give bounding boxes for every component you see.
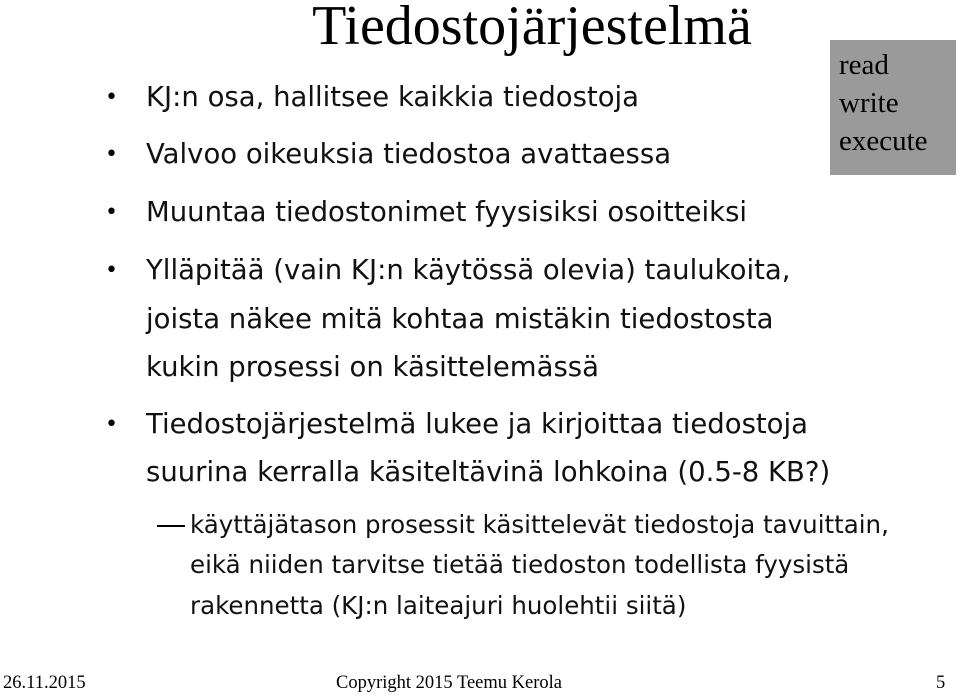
permission-read: read bbox=[839, 49, 889, 81]
bullet-icon: • bbox=[105, 412, 118, 437]
bullet-icon: • bbox=[105, 258, 118, 283]
bullet-5-line-2: suurina kerralla käsiteltävinä lohkoina (0.5-8 KB?) bbox=[146, 456, 831, 488]
bullet-1-line-1: KJ:n osa, hallitsee kaikkia tiedostoja bbox=[146, 81, 640, 113]
bullet-2-line-1: Valvoo oikeuksia tiedostoa avattaessa bbox=[146, 138, 672, 170]
bullet-3-line-1: Muuntaa tiedostonimet fyysisiksi osoitteiksi bbox=[146, 196, 748, 228]
footer-date: 26.11.2015 bbox=[3, 673, 86, 693]
permission-write: write bbox=[839, 87, 899, 119]
bullet-4-line-1: Ylläpitää (vain KJ:n käytössä olevia) taulukoita, bbox=[146, 254, 791, 286]
permissions-box bbox=[830, 40, 956, 175]
bullet-5-line-1: Tiedostojärjestelmä lukee ja kirjoittaa tiedostoja bbox=[146, 408, 809, 440]
bullet-icon: • bbox=[105, 200, 118, 225]
sub-bullet-line-1: käyttäjätason prosessit käsittelevät tiedostoja tavuittain, bbox=[190, 510, 889, 539]
footer-page-number: 5 bbox=[936, 673, 946, 693]
slide-title: Tiedostojärjestelmä bbox=[312, 0, 752, 57]
sub-bullet-dash-icon bbox=[157, 525, 185, 527]
sub-bullet-line-3: rakennetta (KJ:n laiteajuri huolehtii siitä) bbox=[190, 591, 687, 620]
footer-copyright: Copyright 2015 Teemu Kerola bbox=[336, 673, 562, 693]
permission-execute: execute bbox=[839, 125, 928, 157]
sub-bullet-line-2: eikä niiden tarvitse tietää tiedoston todellista fyysistä bbox=[190, 550, 850, 579]
bullet-icon: • bbox=[105, 85, 118, 110]
bullet-4-line-2: joista näkee mitä kohtaa mistäkin tiedostosta bbox=[146, 303, 774, 335]
bullet-4-line-3: kukin prosessi on käsittelemässä bbox=[146, 351, 599, 383]
bullet-icon: • bbox=[105, 142, 118, 167]
